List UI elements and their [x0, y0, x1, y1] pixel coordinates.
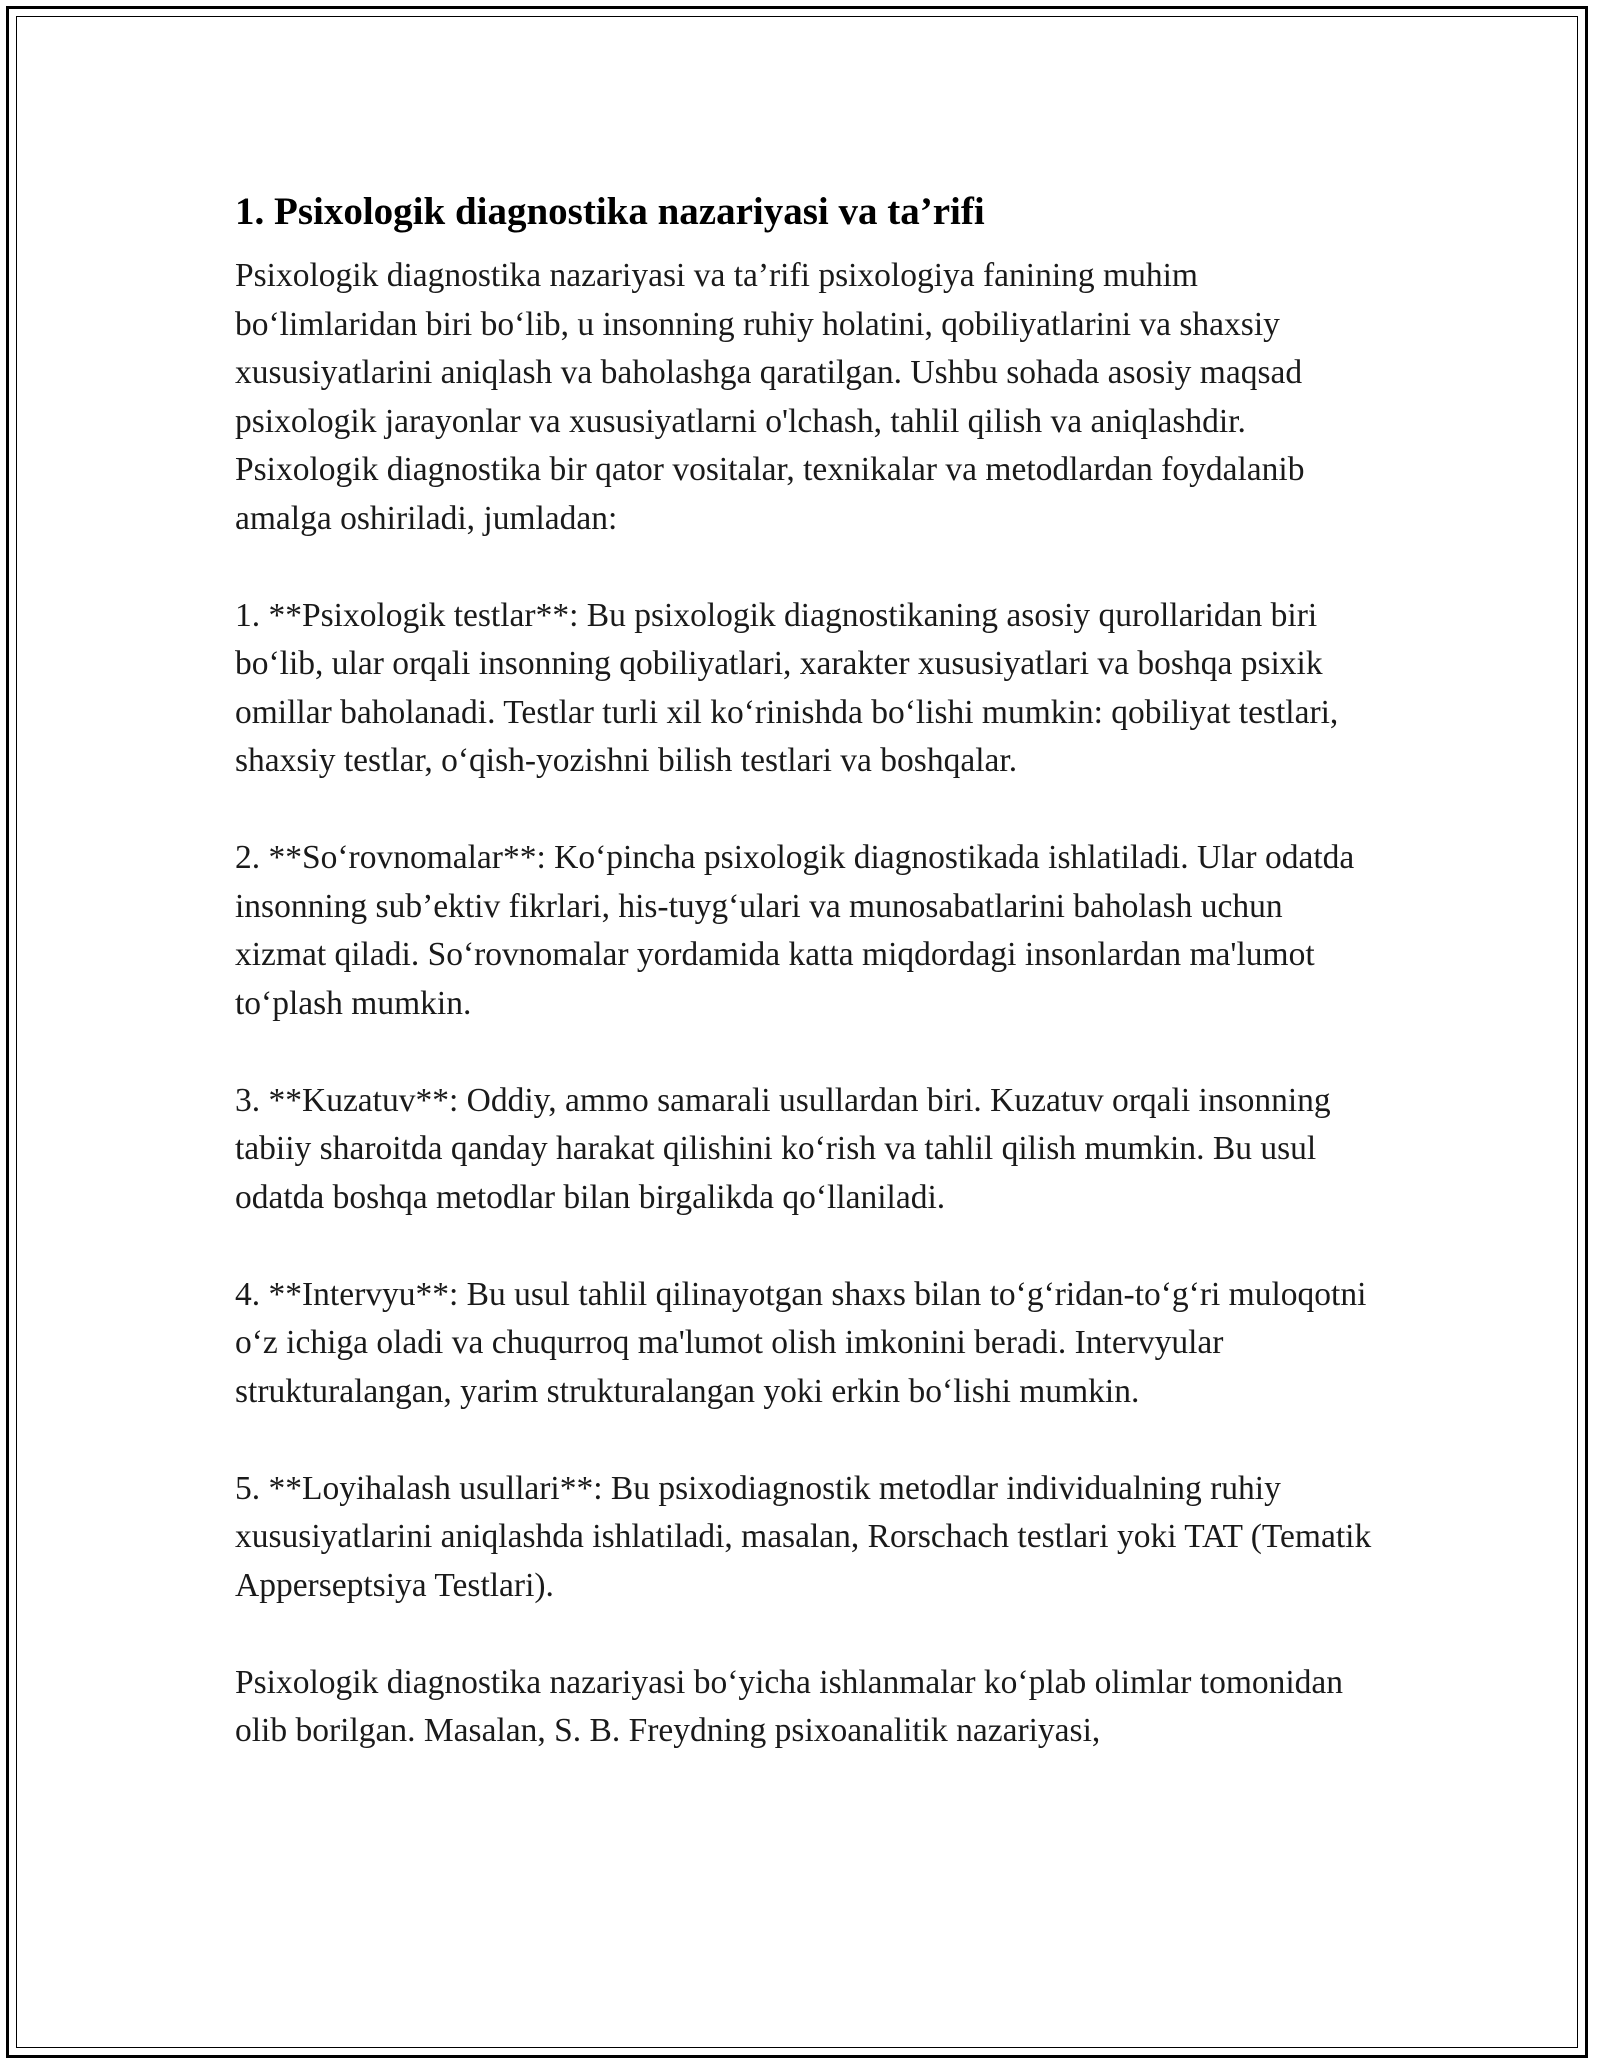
list-item-observation: 3. **Kuzatuv**: Oddiy, ammo samarali usullardan biri. Kuzatuv orqali insonning tabiiy sharoitda qanday harakat qilishini ko‘rish va tahlil qilish mumkin. Bu usul odatda boshqa metodlar bilan birgalikda qo‘llaniladi.: [235, 1081, 1331, 1216]
list-item-surveys: 2. **So‘rovnomalar**: Ko‘pincha psixologik diagnostikada ishlatiladi. Ular odatda insonning sub’ektiv fikrlari, his-tuyg‘ulari va munosabatlarini baholash uchun xizmat qiladi. So‘rovnomalar yordamida katta miqdordagi insonlardan ma'lumot to‘plash mumkin.: [235, 839, 1355, 1022]
intro-paragraph: Psixologik diagnostika nazariyasi va ta’rifi psixologiya fanining muhim bo‘limlaridan biri bo‘lib, u insonning ruhiy holatini, qobiliyatlarini va shaxsiy xususiyatlarini aniqlash va baholashga qaratilgan. Ushbu sohada asosiy maqsad psixologik jarayonlar va xususiyatlarni o'lchash, tahlil qilish va aniqlashdir. Psixologik diagnostika bir qator vositalar, texnikalar va metodlardan foydalanib amalga oshiriladi, jumladan:: [235, 257, 1305, 537]
list-item-projective: 5. **Loyihalash usullari**: Bu psixodiagnostik metodlar individualning ruhiy xususiyatlarini aniqlashda ishlatiladi, masalan, Rorschach testlari yoki TAT (Tematik Apperseptsiya Testlari).: [235, 1469, 1372, 1604]
section-heading: 1. Psixologik diagnostika nazariyasi va ta’rifi: [235, 190, 985, 233]
list-item-interview: 4. **Intervyu**: Bu usul tahlil qilinayotgan shaxs bilan to‘g‘ridan-to‘g‘ri muloqotni o‘z ichiga oladi va chuqurroq ma'lumot olish imkonini beradi. Intervyular strukturalangan, yarim strukturalangan yoki erkin bo‘lishi mumkin.: [235, 1275, 1367, 1410]
list-item-tests: 1. **Psixologik testlar**: Bu psixologik diagnostikaning asosiy qurollaridan biri bo‘lib, ular orqali insonning qobiliyatlari, xarakter xususiyatlari va boshqa psixik omillar baholanadi. Testlar turli xil ko‘rinishda bo‘lishi mumkin: qobiliyat testlari, shaxsiy testlar, o‘qish-yozishni bilish testlari va boshqalar.: [235, 596, 1339, 779]
closing-paragraph: Psixologik diagnostika nazariyasi bo‘yicha ishlanmalar ko‘plab olimlar tomonidan olib borilgan. Masalan, S. B. Freydning psixoanalitik nazariyasi,: [235, 1663, 1344, 1749]
document-body: [235, 186, 1375, 1804]
